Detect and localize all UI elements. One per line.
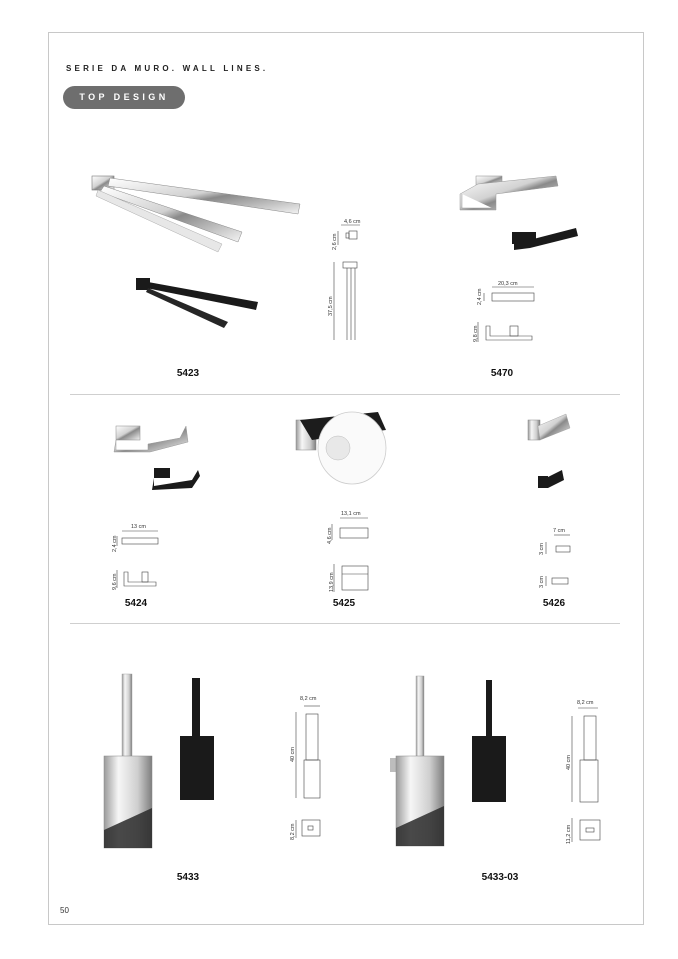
product-code-5423: 5423	[176, 368, 200, 379]
dim-5470-depth: 2,4 cm	[477, 288, 483, 305]
dim-5433-03-width: 8,2 cm	[577, 700, 594, 706]
dim-5433-width: 8,2 cm	[300, 696, 317, 702]
product-code-5470: 5470	[490, 368, 514, 379]
dim-5423-length: 37,5 cm	[328, 296, 334, 316]
toilet-brush-5433-chrome	[104, 674, 152, 848]
dimension-drawing-5426	[546, 535, 570, 586]
top-design-badge: TOP DESIGN	[63, 86, 185, 109]
dimension-drawing-5433-03	[572, 708, 600, 842]
dim-5423-depth: 2,6 cm	[332, 233, 338, 250]
dimension-drawing-5470	[478, 287, 534, 342]
product-code-5433-03: 5433-03	[481, 872, 519, 883]
robe-hook-5426-black	[538, 470, 564, 488]
toilet-brush-5433-black	[180, 678, 214, 800]
robe-hook-5426-chrome	[528, 414, 570, 440]
product-code-5433: 5433	[176, 872, 200, 883]
dim-5424-height: 9,6 cm	[112, 573, 118, 590]
dim-5423-width: 4,6 cm	[344, 219, 361, 225]
dim-5425-depth: 4,6 cm	[327, 527, 333, 544]
dim-5425-height: 13,9 cm	[329, 572, 335, 592]
page-number: 50	[60, 906, 69, 915]
dim-5433-03-depth: 11,2 cm	[566, 824, 572, 844]
dim-5424-depth: 2,4 cm	[112, 535, 118, 552]
series-title: SERIE DA MURO. WALL LINES.	[66, 64, 269, 73]
dim-5433-height: 40 cm	[290, 747, 296, 762]
dim-5433-03-height: 40 cm	[566, 755, 572, 770]
towel-rail-5423-chrome	[92, 176, 300, 252]
dim-5426-height: 3 cm	[539, 576, 545, 588]
towel-ring-5424-black	[152, 468, 200, 490]
dim-5470-width: 20,3 cm	[498, 281, 518, 287]
toilet-roll-holder-5425	[296, 412, 386, 484]
product-code-5425: 5425	[332, 598, 356, 609]
dim-5425-width: 13,1 cm	[341, 511, 361, 517]
dim-5426-depth: 3 cm	[539, 543, 545, 555]
product-code-5424: 5424	[124, 598, 148, 609]
toilet-brush-5433-03-black	[472, 680, 506, 802]
towel-rail-5423-black	[136, 278, 258, 328]
towel-ring-5424-chrome	[114, 426, 188, 452]
section-divider	[70, 623, 620, 624]
dim-5426-width: 7 cm	[553, 528, 565, 534]
section-divider	[70, 394, 620, 395]
dim-5433-depth: 8,2 cm	[290, 823, 296, 840]
toilet-brush-5433-03-chrome	[390, 676, 444, 846]
towel-ring-5470-chrome	[460, 176, 558, 210]
dim-5470-height: 9,8 cm	[473, 325, 479, 342]
dimension-drawing-5425	[332, 518, 368, 592]
dimension-drawing-5433	[296, 706, 320, 838]
towel-ring-5470-black	[512, 228, 578, 250]
dimension-drawing-5424	[117, 531, 158, 588]
product-code-5426: 5426	[542, 598, 566, 609]
dim-5424-width: 13 cm	[131, 524, 146, 530]
